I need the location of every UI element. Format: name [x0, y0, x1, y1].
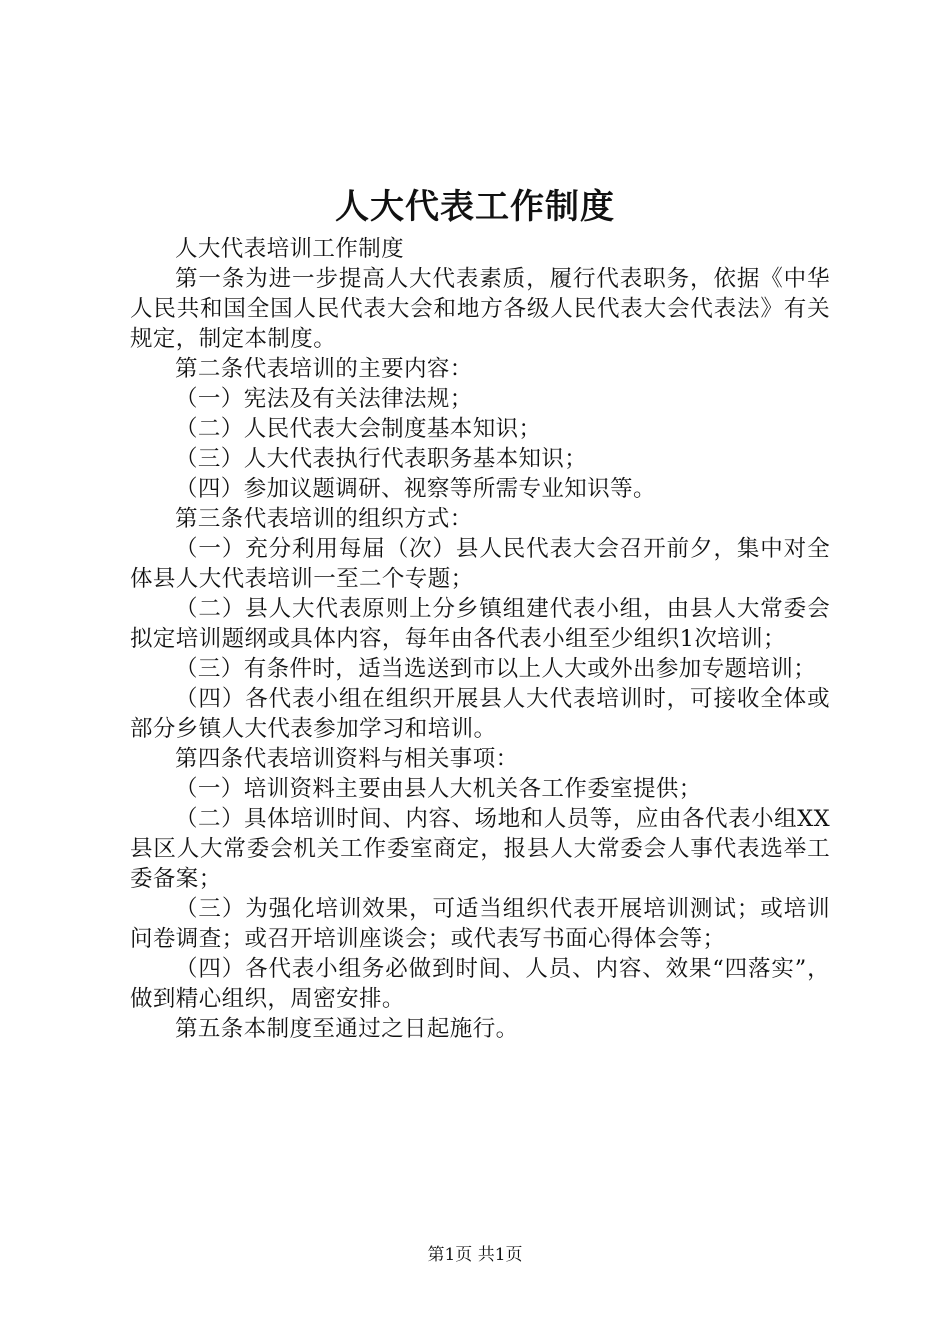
paragraph-article-5: 第五条本制度至通过之日起施行。 — [175, 1016, 519, 1042]
paragraph-item: （三）人大代表执行代表职务基本知识； — [175, 446, 588, 472]
paragraph-item: （一）充分利用每届（次）县人民代表大会召开前夕，集中对全体县人大代表培训一至二个专题； — [130, 536, 830, 592]
paragraph-article-3: 第三条代表培训的组织方式： — [175, 506, 473, 532]
document-title: 人大代表工作制度 — [335, 187, 615, 227]
paragraph-item: （一）培训资料主要由县人大机关各工作委室提供； — [175, 776, 702, 802]
paragraph-item: （三）为强化培训效果，可适当组织代表开展培训测试；或培训问卷调查；或召开培训座谈会；或代表写书面心得体会等； — [130, 896, 830, 952]
paragraph-item: （三）有条件时，适当选送到市以上人大或外出参加专题培训； — [175, 656, 817, 682]
paragraph-item: （四）各代表小组在组织开展县人大代表培训时，可接收全体或部分乡镇人大代表参加学习和培训。 — [130, 686, 830, 742]
paragraph-item: （二）县人大代表原则上分乡镇组建代表小组，由县人大常委会拟定培训题纲或具体内容，每年由各代表小组至少组织1次培训； — [130, 596, 830, 652]
page-footer: 第1页 共1页 — [427, 1245, 523, 1265]
paragraph-item: （四）参加议题调研、视察等所需专业知识等。 — [175, 476, 656, 502]
paragraph-article-2: 第二条代表培训的主要内容： — [175, 356, 473, 382]
paragraph-item: （四）各代表小组务必做到时间、人员、内容、效果“四落实”，做到精心组织，周密安排。 — [130, 956, 830, 1012]
paragraph-item: （一）宪法及有关法律法规； — [175, 386, 473, 412]
paragraph-article-4: 第四条代表培训资料与相关事项： — [175, 746, 519, 772]
paragraph-article-1: 第一条为进一步提高人大代表素质，履行代表职务，依据《中华人民共和国全国人民代表大会和地方各级人民代表大会代表法》有关规定，制定本制度。 — [130, 266, 830, 352]
paragraph-subtitle: 人大代表培训工作制度 — [175, 236, 405, 262]
paragraph-item: （二）具体培训时间、内容、场地和人员等，应由各代表小组XX县区人大常委会机关工作委室商定，报县人大常委会人事代表选举工委备案； — [130, 806, 830, 892]
paragraph-item: （二）人民代表大会制度基本知识； — [175, 416, 542, 442]
document-body — [130, 234, 830, 1044]
